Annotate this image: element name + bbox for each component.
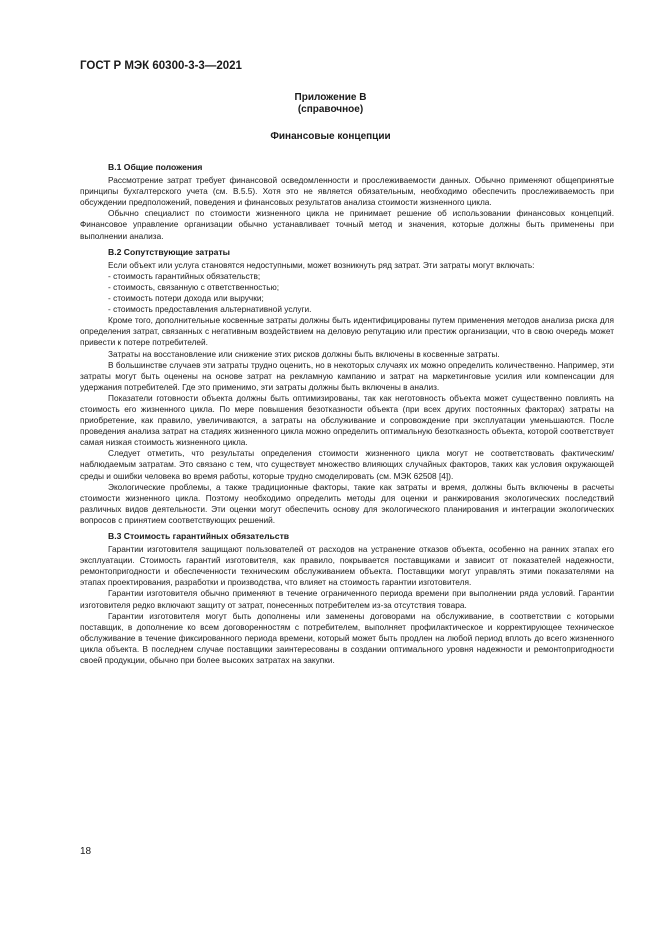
list-item: - стоимость, связанную с ответственностью; [108, 281, 280, 292]
paragraph: Гарантии изготовителя обычно применяют в течение ограниченного периода времени при выполнении ряда условий. Гарантии изготовителя редко включают защиту от затрат, понесенных потребителем из-за отсутствия товара. [80, 588, 614, 610]
section-b3-title: В.3 Стоимость гарантийных обязательств [108, 531, 290, 541]
list-item: - стоимость гарантийных обязательств; [108, 270, 261, 281]
annex-note: (справочное) [297, 104, 364, 115]
paragraph: Экологические проблемы, а также традиционные факторы, такие как затраты и время, должны быть включены в расчеты стоимости жизненного цикла. Поэтому необходимо определить методы для оценки и ранжирования экологических последствий различных видов деятельности. Эти оценки могут обеспечить основу для экологического планирования и интеграции экологических вопросов с принятием соответствующих решений. [80, 481, 614, 525]
paragraph: Показатели готовности объекта должны быть оптимизированы, так как неготовность объекта может существенно повлиять на стоимость его жизненного цикла. По мере повышения безотказности объекта (при всех других постоянных факторах) затраты на приобретение, как правило, увеличиваются, а затраты на обслуживание и сопровождение при эксплуатации уменьшаются. После проведения анализа затрат на стадиях жизненного цикла можно определить оптимальную безотказность объекта, которой соответствует самая низкая стоимость жизненного цикла. [80, 392, 614, 448]
paragraph: Если объект или услуга становятся недоступными, может возникнуть ряд затрат. Эти затраты могут включать: [108, 259, 535, 270]
annex-title: Приложение В [294, 92, 367, 103]
section-b1-title: В.1 Общие положения [108, 162, 203, 172]
annex-heading: Финансовые концепции [270, 131, 391, 142]
paragraph: Гарантии изготовителя могут быть дополнены или заменены договорами на обслуживание, в соответствии с которыми поставщик, в дополнение ко всем договоренностям с потребителем, выполняет профилактическое и корректирующее техническое обслуживание в течение фиксированного периода времени, который может быть продлен на любой период вплоть до всего жизненного цикла объекта. В последнем случае поставщики заинтересованы в создании оптимального уровня надежности и ремонтопригодности своей продукции, обычно при более высоких затратах на закупки. [80, 610, 614, 666]
paragraph: Обычно специалист по стоимости жизненного цикла не принимает решение об использовании финансовых концепций. Финансовое управление организации обычно устанавливает точный метод и значения, которые должны быть применены при выполнении анализа. [80, 208, 614, 241]
paragraph: Гарантии изготовителя защищают пользователей от расходов на устранение отказов объекта, особенно на ранних этапах его эксплуатации. Стоимость гарантий изготовителя, как правило, покрывается поставщиками и зависит от показателей надежности, ремонтопригодности и обеспеченности техническим обслуживанием объекта. Поставщики могут управлять этими показателями на этапах проектирования, разработки и производства, что влияет на стоимость гарантии изготовителя. [80, 544, 614, 588]
list-item: - стоимость потери дохода или выручки; [108, 293, 264, 304]
paragraph: В большинстве случаев эти затраты трудно оценить, но в некоторых случаях их можно определить количественно. Например, эти затраты могут быть оценены на основе затрат на рекламную кампанию и затрат на маркетинговые усилия или компенсации для удержания потребителей. Где это применимо, эти затраты должны быть включены в анализ. [80, 359, 614, 392]
document-header: ГОСТ Р МЭК 60300-3-3—2021 [80, 60, 242, 72]
paragraph: Затраты на восстановление или снижение этих рисков должны быть включены в косвенные затраты. [108, 348, 500, 359]
section-b2-title: В.2 Сопутствующие затраты [108, 246, 230, 257]
page-number: 18 [80, 846, 92, 857]
document-body [80, 160, 614, 666]
paragraph: Следует отметить, что результаты определения стоимости жизненного цикла могут не соответствовать фактическим/наблюдаемым затратам. Это связано с тем, что существует множество влияющих случайных факторов, таких как условия окружающей среды и ошибки человека во время работы, которые трудно смоделировать (см. МЭК 62508 [4]). [80, 448, 614, 481]
list-item: - стоимость предоставления альтернативной услуги. [108, 304, 312, 315]
paragraph: Рассмотрение затрат требует финансовой осведомленности и прослеживаемости данных. Обычно применяют общепринятые принципы бухгалтерского учета (см. В.5.5). Хотя это не является обязательным, необходимо обеспечить прослеживаемость при обсуждении предположений, поведения и финансовых результатов анализа стоимости жизненного цикла. [80, 175, 614, 208]
paragraph: Кроме того, дополнительные косвенные затраты должны быть идентифицированы путем применения методов анализа риска для определения затрат, связанных с негативным воздействием на деловую репутацию или престиж организации, что в свою очередь может привести к потере потребителей. [80, 315, 614, 348]
